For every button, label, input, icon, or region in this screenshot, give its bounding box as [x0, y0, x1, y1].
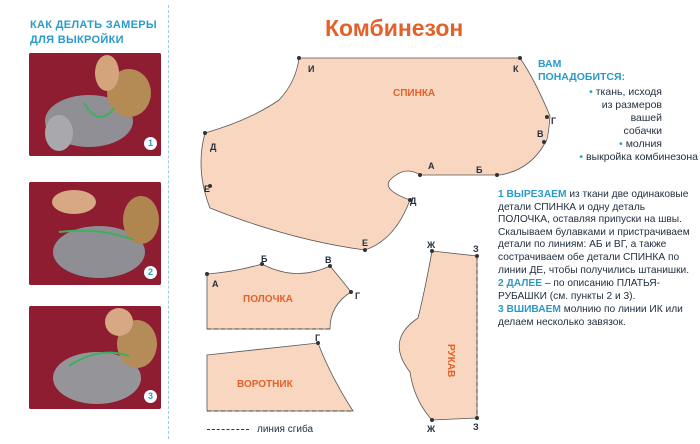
- step-1-text: из ткани две одинаковые детали СПИНКА и одну деталь ПОЛОЧКА, оставляя припуски на швы. Скалываем булавками и пристрачиваем детали по линиям: АБ и ВГ, а также сострачиваем обе детали СПИНКА по линии ДЕ, чтобы получились штанишки.: [498, 189, 690, 276]
- step-2: [498, 278, 698, 303]
- point-b-back: Б: [476, 165, 483, 175]
- point-k: К: [513, 64, 519, 74]
- materials-item-fabric: • ткань, исходя из размеров вашей собачки: [538, 86, 698, 138]
- point-zh-bottom: Ж: [427, 424, 436, 434]
- fold-line-sample: [207, 429, 249, 430]
- materials-list: [538, 86, 698, 164]
- materials-item-zipper: • молния: [619, 138, 662, 150]
- step-3-text: молнию по линии ИК или делаем несколько завязок.: [498, 304, 683, 328]
- point-v-back: В: [537, 129, 544, 139]
- page-title: Комбинезон: [325, 15, 464, 41]
- point-b-front: Б: [261, 254, 268, 264]
- photo-number-2: 2: [144, 266, 157, 279]
- materials-item-pattern: • выкройка комбинезона: [579, 151, 698, 163]
- step-3: [498, 304, 698, 329]
- step-3-heading: ВШИВАЕМ: [506, 304, 561, 316]
- point-zh-top: Ж: [427, 240, 436, 250]
- point-g-collar: Г: [315, 333, 321, 343]
- point-g-front: Г: [355, 291, 361, 301]
- front-label: ПОЛОЧКА: [243, 294, 293, 305]
- back-label: СПИНКА: [393, 88, 436, 99]
- sleeve-piece: [399, 251, 477, 420]
- instructions-block: [498, 189, 698, 331]
- step-2-heading: ДАЛЕЕ: [506, 278, 542, 290]
- materials-fabric-line-4: собачки: [623, 125, 662, 137]
- photo-number-1: 1: [144, 137, 157, 150]
- collar-label: ВОРОТНИК: [237, 379, 293, 390]
- point-z-bottom: З: [473, 422, 479, 432]
- materials-fabric-line-2: из размеров: [601, 99, 662, 111]
- step-2-text: – по описанию ПЛАТЬЯ-РУБАШКИ (см. пункты 2 и 3).: [498, 278, 660, 302]
- materials-fabric-line-1: ткань, исходя: [595, 86, 662, 98]
- step-1: [498, 189, 698, 277]
- materials-zipper: молния: [625, 138, 662, 150]
- fold-line-label: линия сгиба: [257, 424, 314, 435]
- materials-title-2: ПОНАДОБИТСЯ:: [538, 71, 626, 83]
- step-1-heading: ВЫРЕЗАЕМ: [506, 189, 567, 200]
- point-i: И: [308, 64, 315, 74]
- point-d-right: Д: [410, 196, 417, 206]
- step-2-number: 2: [498, 278, 504, 290]
- collar-piece: [207, 343, 353, 411]
- point-e-left: Е: [204, 184, 211, 194]
- sleeve-label: РУКАВ: [445, 344, 456, 378]
- point-g-back: Г: [551, 116, 557, 126]
- photo-number-3: 3: [144, 390, 157, 403]
- materials-block: [538, 58, 698, 164]
- step-3-number: 3: [498, 304, 504, 316]
- how-to-line-1: КАК ДЕЛАТЬ ЗАМЕРЫ: [30, 19, 157, 31]
- point-a-back: А: [428, 161, 435, 171]
- materials-title-1: ВАМ: [538, 58, 562, 70]
- point-z-top: З: [473, 244, 479, 254]
- how-to-line-2: ДЛЯ ВЫКРОЙКИ: [30, 34, 124, 46]
- materials-fabric-line-3: вашей: [630, 112, 662, 124]
- point-a-front: А: [212, 279, 219, 289]
- point-v-front: В: [325, 255, 332, 265]
- point-e-right: Е: [362, 238, 369, 248]
- materials-pattern: выкройка комбинезона: [586, 151, 698, 163]
- point-d-left: Д: [210, 142, 217, 152]
- fold-line-legend: [207, 424, 313, 435]
- step-1-number: 1: [498, 189, 504, 200]
